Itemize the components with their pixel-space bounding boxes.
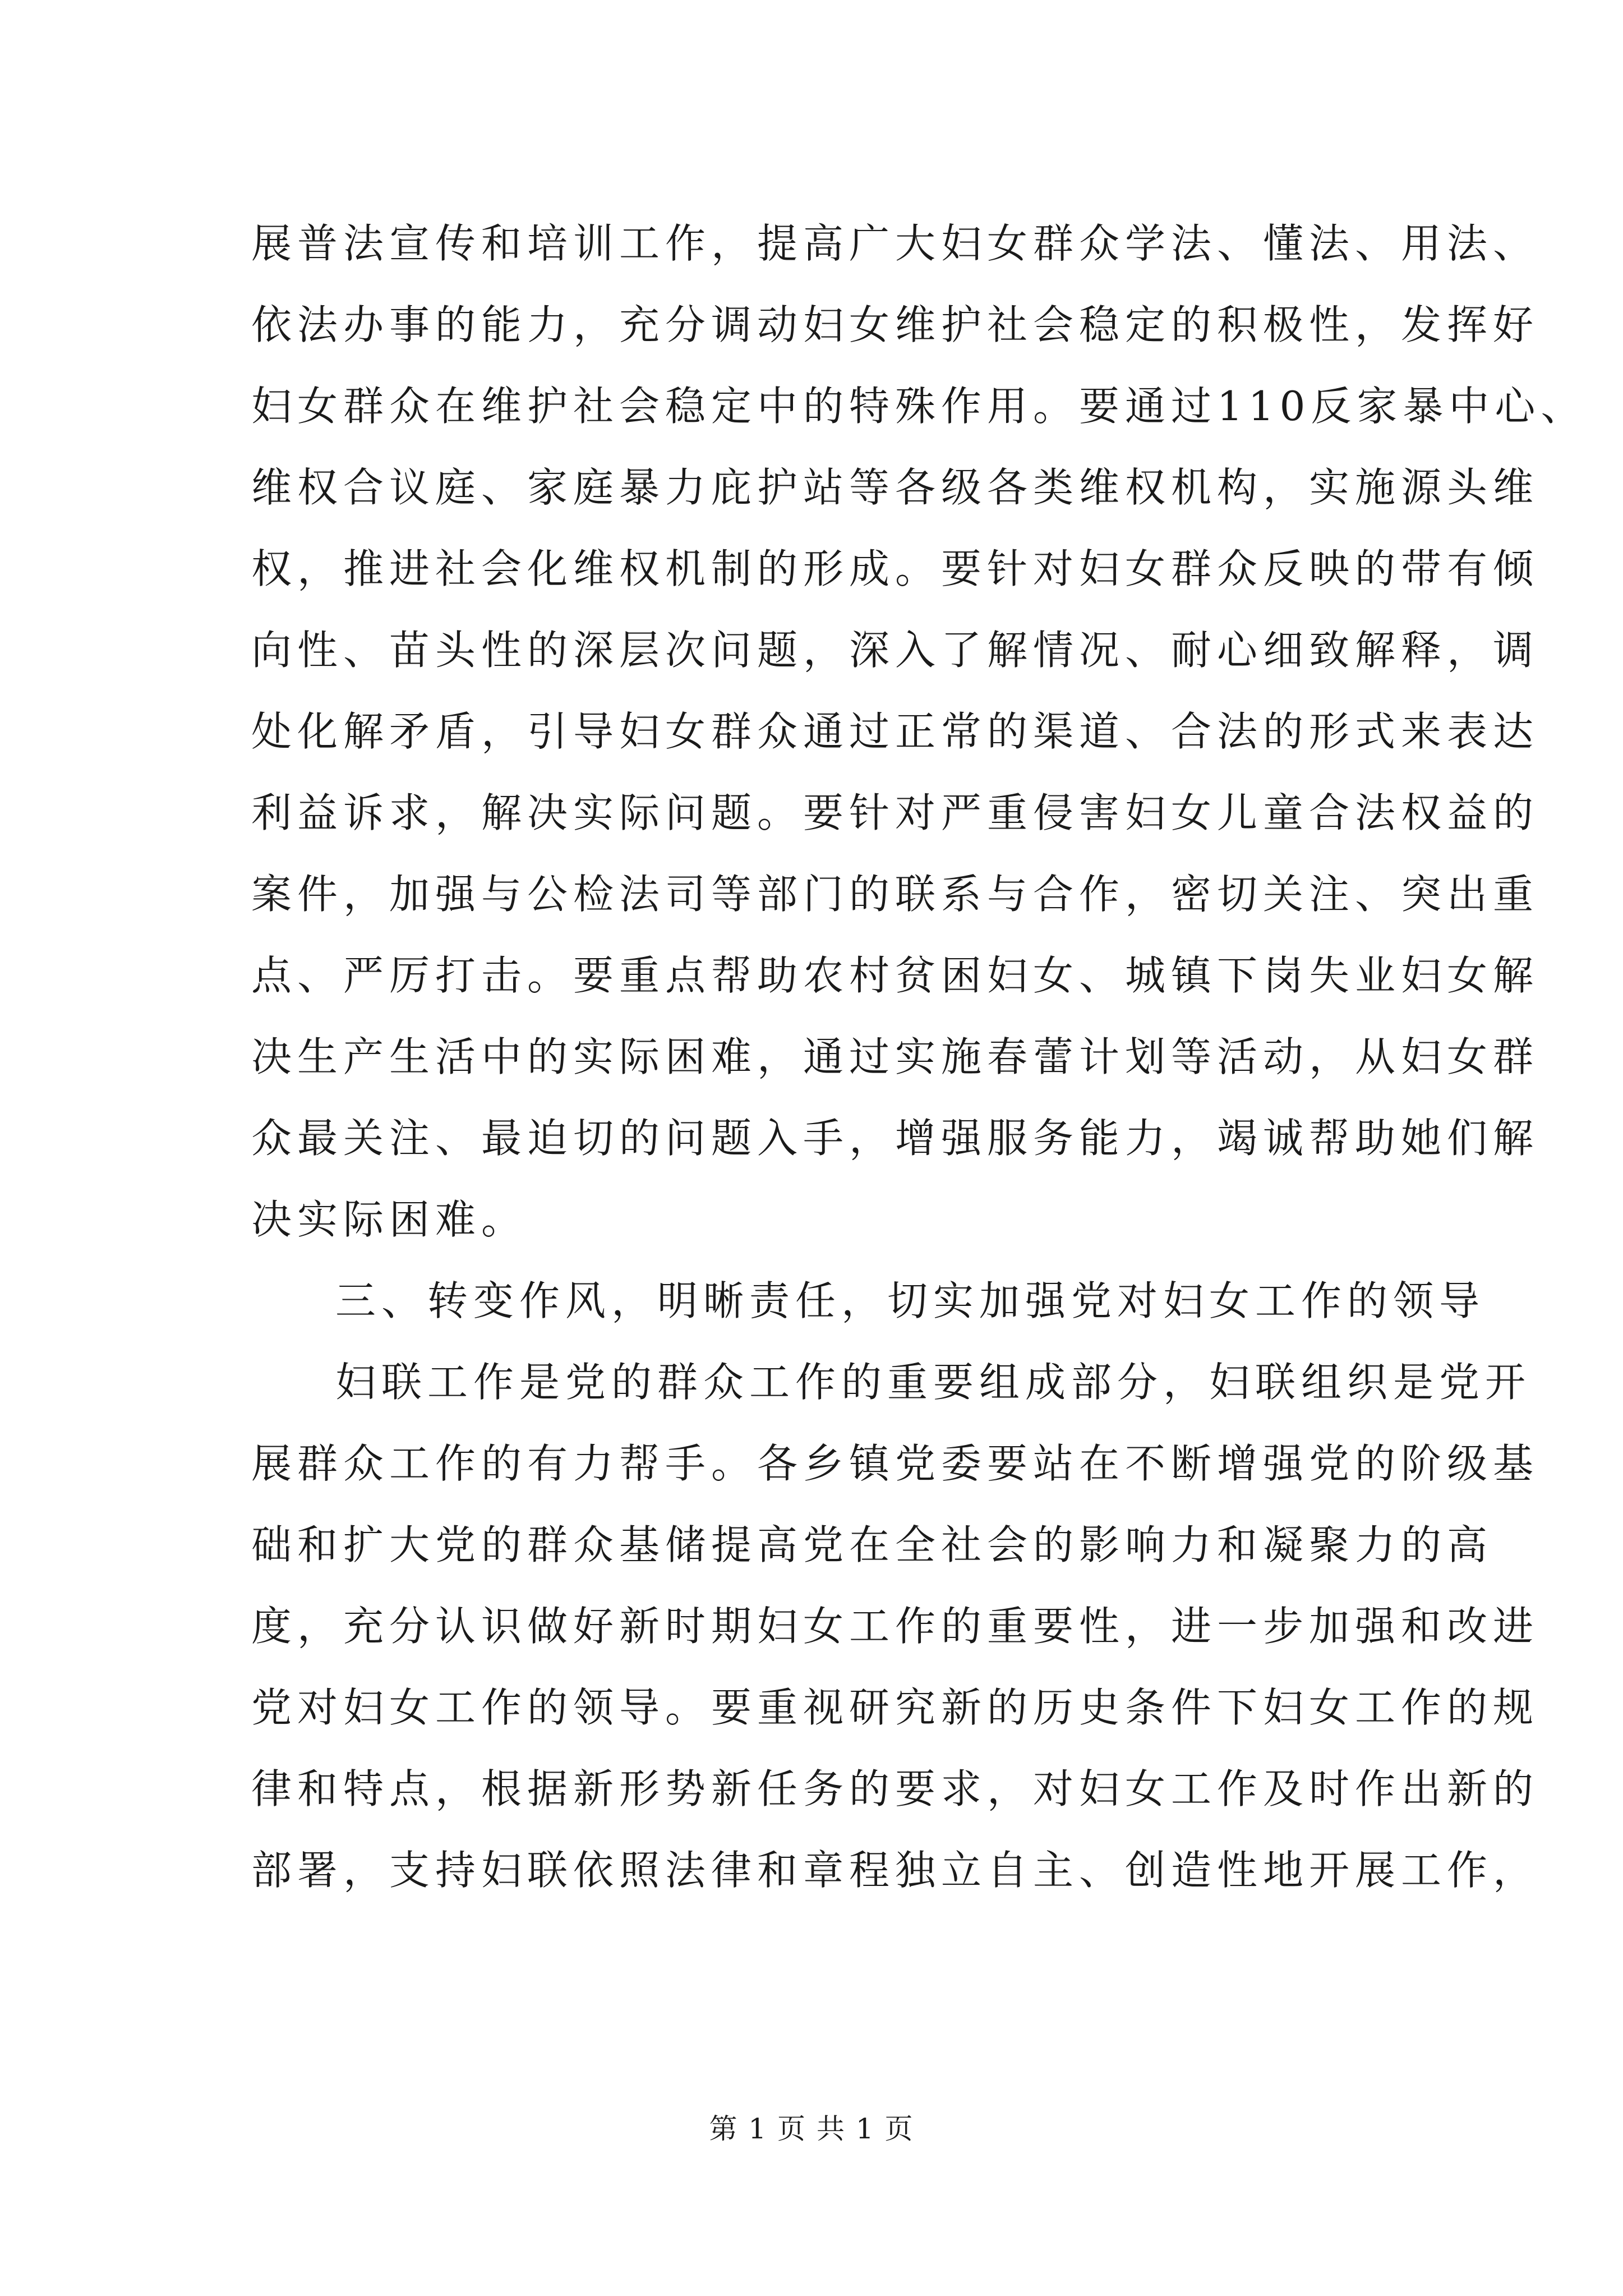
text-line: 决实际困难。	[251, 1196, 528, 1243]
text-line: 点、严厉打击。要重点帮助农村贫困妇女、城镇下岗失业妇女解	[251, 952, 1539, 999]
page-number: 第 1 页 共 1 页	[709, 2113, 914, 2145]
page-footer	[0, 2106, 1623, 2147]
text-line: 展群众工作的有力帮手。各乡镇党委要站在不断增强党的阶级基	[251, 1440, 1539, 1487]
text-line: 向性、苗头性的深层次问题，深入了解情况、耐心细致解释，调	[251, 627, 1539, 674]
text-line: 展普法宣传和培训工作，提高广大妇女群众学法、懂法、用法、	[251, 220, 1539, 267]
text-line: 众最关注、最迫切的问题入手，增强服务能力，竭诚帮助她们解	[251, 1115, 1539, 1162]
text-line: 党对妇女工作的领导。要重视研究新的历史条件下妇女工作的规	[251, 1684, 1539, 1731]
text-line: 妇联工作是党的群众工作的重要组成部分，妇联组织是党开	[335, 1359, 1532, 1406]
text-line: 部署，支持妇联依照法律和章程独立自主、创造性地开展工作，	[251, 1847, 1539, 1894]
section-heading: 三、转变作风，明晰责任，切实加强党对妇女工作的领导	[335, 1277, 1486, 1324]
text-line: 妇女群众在维护社会稳定中的特殊作用。要通过110反家暴中心、	[251, 383, 1587, 430]
text-line: 维权合议庭、家庭暴力庇护站等各级各类维权机构，实施源头维	[251, 464, 1539, 511]
text-line: 律和特点，根据新形势新任务的要求，对妇女工作及时作出新的	[251, 1765, 1539, 1812]
text-line: 权，推进社会化维权机制的形成。要针对妇女群众反映的带有倾	[251, 545, 1539, 592]
text-line: 决生产生活中的实际困难，通过实施春蕾计划等活动，从妇女群	[251, 1033, 1539, 1080]
text-line: 依法办事的能力，充分调动妇女维护社会稳定的积极性，发挥好	[251, 301, 1539, 348]
text-line: 础和扩大党的群众基储提高党在全社会的影响力和凝聚力的高	[251, 1521, 1493, 1568]
text-line: 处化解矛盾，引导妇女群众通过正常的渠道、合法的形式来表达	[251, 708, 1539, 755]
document-body	[251, 203, 1587, 1911]
text-line: 案件，加强与公检法司等部门的联系与合作，密切关注、突出重	[251, 871, 1539, 918]
text-line: 利益诉求，解决实际问题。要针对严重侵害妇女儿童合法权益的	[251, 789, 1539, 836]
text-line: 度，充分认识做好新时期妇女工作的重要性，进一步加强和改进	[251, 1603, 1539, 1650]
